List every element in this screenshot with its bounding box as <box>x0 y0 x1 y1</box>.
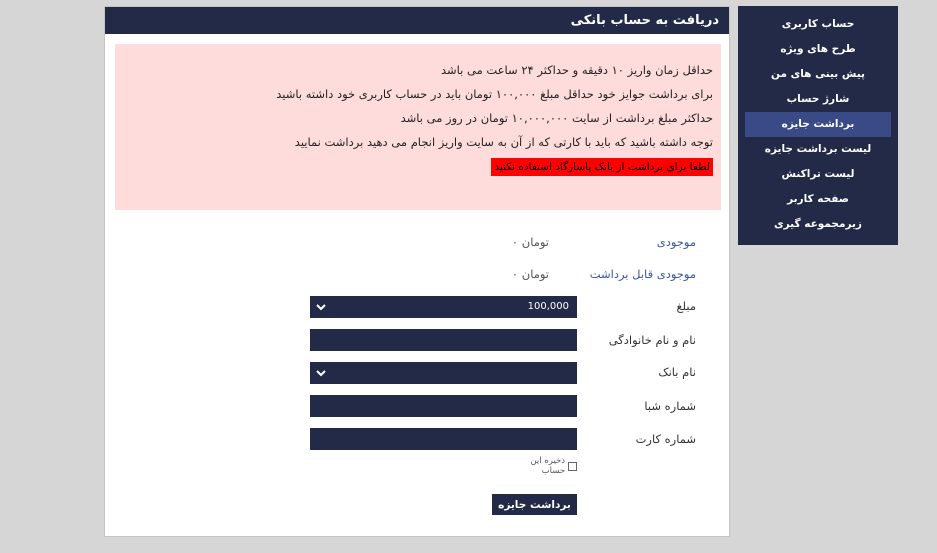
panel-title: دریافت به حساب بانکی <box>105 7 729 34</box>
withdrawable-value: تومان ۰ <box>511 267 549 281</box>
sidebar-item-account[interactable]: حساب کاربری <box>781 18 855 30</box>
notice-line: توجه داشته باشید که باید با کارتی که از آن به سایت واریز انجام می دهید برداشت نمایید <box>294 135 713 149</box>
amount-selected-value: 100,000 <box>527 301 569 312</box>
notice-box <box>115 44 721 210</box>
chevron-down-icon <box>314 366 328 380</box>
chevron-down-icon <box>314 300 328 314</box>
fullname-label: نام و نام خانوادگی <box>608 333 696 347</box>
balance-label: موجودی <box>656 235 696 249</box>
card-input[interactable] <box>310 428 577 450</box>
balance-value: تومان ۰ <box>511 235 549 249</box>
sidebar-menu <box>738 6 898 245</box>
withdrawable-label: موجودی قابل برداشت <box>589 267 696 281</box>
sidebar-item-special-plans[interactable]: طرح های ویژه <box>780 43 856 55</box>
save-account-label: ذخیره این حساب <box>530 456 566 476</box>
amount-select[interactable] <box>310 296 577 318</box>
bank-select[interactable] <box>310 362 577 384</box>
save-account-checkbox[interactable] <box>568 462 577 471</box>
notice-line: حداکثر مبلغ برداشت از سایت ۱۰,۰۰۰,۰۰۰ تومان در روز می باشد <box>400 111 713 125</box>
sheba-label: شماره شبا <box>644 399 696 413</box>
fullname-input[interactable] <box>310 329 577 351</box>
sidebar-item-charge-account[interactable]: شارژ حساب <box>786 93 850 105</box>
sidebar-item-withdraw-list[interactable]: لیست برداشت جایزه <box>764 143 872 155</box>
card-label: شماره کارت <box>635 432 696 446</box>
warning-text: لطفا برای برداشت از بانک پاسارگاد استفاده نکنید <box>491 158 713 176</box>
sidebar-item-withdraw-prize[interactable]: برداشت جایزه <box>745 112 891 137</box>
sidebar-item-referrals[interactable]: زیرمجموعه گیری <box>774 218 862 230</box>
withdraw-panel <box>104 6 730 537</box>
sheba-input[interactable] <box>310 395 577 417</box>
bank-label: نام بانک <box>658 365 696 379</box>
amount-label: مبلغ <box>676 299 696 313</box>
notice-line: برای برداشت جوایز خود حداقل مبلغ ۱۰۰,۰۰۰ تومان باید در حساب کاربری خود داشته باشید <box>276 87 713 101</box>
sidebar-item-my-predictions[interactable]: پیش بینی های من <box>771 68 865 80</box>
notice-line: حداقل زمان واریز ۱۰ دقیقه و حداکثر ۲۴ ساعت می باشد <box>440 63 713 77</box>
sidebar-item-user-page[interactable]: صفحه کاربر <box>787 193 849 205</box>
withdraw-submit-button[interactable]: برداشت جایزه <box>492 494 577 515</box>
sidebar-item-transactions[interactable]: لیست تراکنش <box>781 168 855 180</box>
save-account-row <box>505 456 577 476</box>
